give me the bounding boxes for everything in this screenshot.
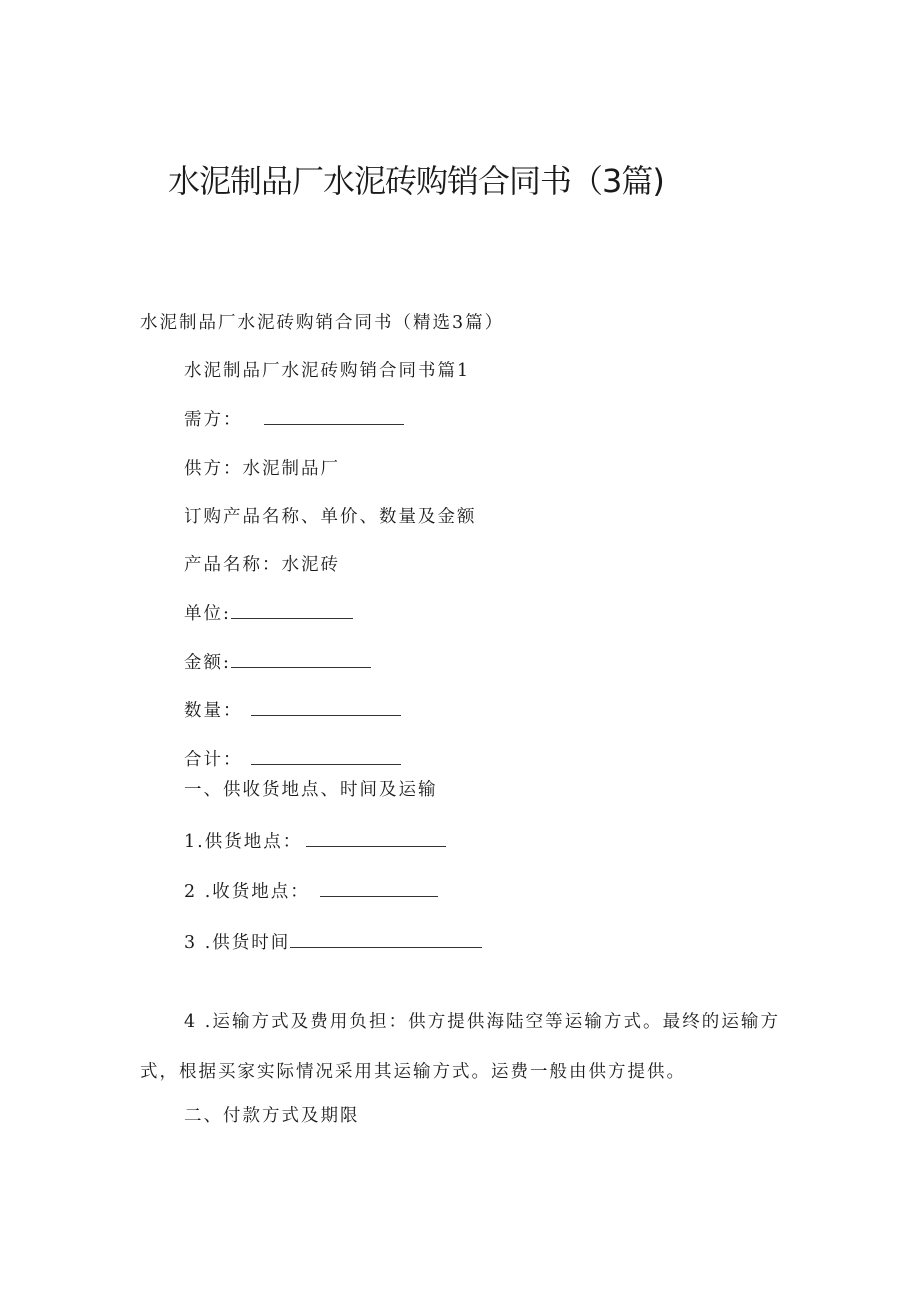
unit-blank: [231, 604, 353, 619]
quantity-field: [184, 699, 401, 723]
total-blank: [251, 750, 401, 765]
quantity-label: 数量：: [184, 701, 243, 721]
section-title: 水泥制品厂水泥砖购销合同书篇1: [184, 361, 471, 381]
document-subtitle: 水泥制品厂水泥砖购销合同书（精选3篇）: [140, 313, 505, 333]
receive-location-blank: [320, 882, 438, 897]
payment-heading: 二、付款方式及期限: [184, 1106, 360, 1126]
receive-location-label: 2 .收货地点：: [184, 882, 310, 902]
delivery-heading: 一、供收货地点、时间及运输: [184, 780, 438, 800]
amount-label: 金额:: [184, 653, 231, 673]
document-title: 水泥制品厂水泥砖购销合同书（3篇): [168, 162, 664, 200]
total-label: 合计：: [184, 750, 243, 770]
supply-time-label: 3 .供货时间: [184, 933, 291, 953]
supply-time-blank: [290, 933, 482, 948]
quantity-blank: [251, 701, 401, 716]
supply-location-label: 1.供货地点：: [184, 832, 303, 852]
order-heading: 订购产品名称、单价、数量及金额: [184, 507, 477, 527]
unit-field: [184, 602, 353, 626]
amount-blank: [231, 653, 371, 668]
receive-location-field: [184, 880, 438, 904]
supply-time-field: [184, 931, 482, 955]
unit-label: 单位:: [184, 604, 231, 624]
product-name: 产品名称：水泥砖: [184, 555, 340, 575]
total-field: [184, 748, 401, 772]
buyer-label: 需方：: [184, 410, 243, 430]
buyer-blank: [264, 410, 404, 425]
transport-paragraph: 4 .运输方式及费用负担：供方提供海陆空等运输方式。最终的运输方式，根据买家实际情况采用其运输方式。运费一般由供方提供。: [140, 1012, 780, 1082]
supply-location-field: [184, 830, 446, 854]
supplier-line: 供方：水泥制品厂: [184, 459, 340, 479]
amount-field: [184, 651, 371, 675]
supply-location-blank: [306, 832, 446, 847]
buyer-field: [184, 408, 404, 432]
